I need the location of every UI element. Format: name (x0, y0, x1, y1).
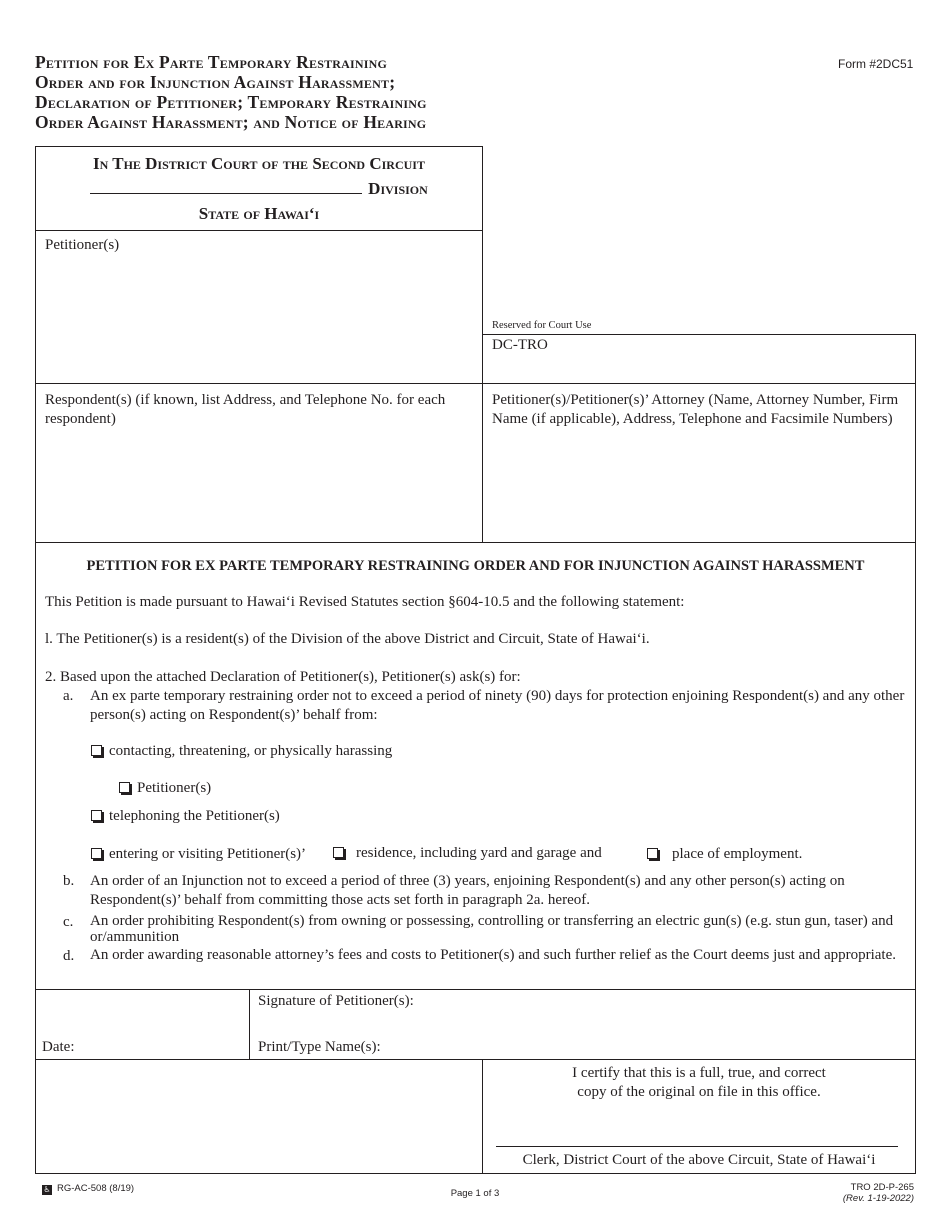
petition-section-divider (35, 542, 916, 543)
respondents-label: Respondent(s) (if known, list Address, and Telephone No. for each respondent) (45, 392, 446, 427)
checkbox-icon[interactable] (647, 848, 658, 859)
title-line: Order Against Harassment; and Notice of Hearing (35, 112, 427, 132)
attorney-label: Petitioner(s)/Petitioner(s)’ Attorney (Name, Attorney Number, Firm Name (if applicable), Address, Telephone and Facsimile Numbers) (492, 392, 899, 427)
footer-right-code: TRO 2D-P-265 (850, 1182, 914, 1193)
option-residence[interactable] (333, 844, 602, 863)
form-number: Form #2DC51 (838, 57, 914, 71)
form-bottom-border (35, 1173, 916, 1174)
item-1-residency: l. The Petitioner(s) is a resident(s) of the Division of the above District and Circuit, State of Hawai‘i. (45, 631, 650, 647)
petitioners-field[interactable] (36, 255, 482, 381)
caption-top-border (35, 146, 482, 147)
option-telephoning-label: telephoning the Petitioner(s) (109, 808, 280, 824)
option-entering[interactable] (91, 845, 306, 864)
accessibility-icon: ♿ (43, 1185, 51, 1194)
page-number: Page 1 of 3 (450, 1188, 500, 1199)
clerk-label: Clerk, District Court of the above Circuit, State of Hawai‘i (522, 1152, 876, 1168)
item-c-letter: c. (63, 914, 74, 930)
petition-heading: PETITION FOR EX PARTE TEMPORARY RESTRAINING ORDER AND FOR INJUNCTION AGAINST HARASSMENT (86, 558, 865, 574)
item-c-text: An order prohibiting Respondent(s) from owning or possessing, controlling or transferring an electric gun(s) (e.g. stun gun, taser) and or/ammunition (90, 913, 894, 945)
option-employment[interactable] (647, 845, 802, 864)
division-blank[interactable] (90, 179, 362, 194)
checkbox-icon[interactable] (333, 847, 344, 858)
footer-form-code: RG-AC-508 (8/19) (57, 1183, 135, 1194)
option-telephoning[interactable] (91, 807, 280, 826)
checkbox-icon[interactable] (91, 745, 102, 756)
petition-intro: This Petition is made pursuant to Hawai‘i Revised Statutes section §604-10.5 and the following statement: (45, 594, 685, 610)
title-line: Order and for Injunction Against Harassment; (35, 72, 396, 92)
checkbox-icon[interactable] (119, 782, 130, 793)
option-employment-label: place of employment. (672, 846, 803, 862)
print-name-label: Print/Type Name(s): (258, 1039, 381, 1055)
petitioners-label: Petitioner(s) (45, 237, 120, 253)
division-line (36, 179, 482, 199)
signature-left-border (35, 989, 36, 1174)
date-label: Date: (42, 1039, 75, 1055)
print-name-field[interactable] (390, 1030, 914, 1058)
checkbox-icon[interactable] (91, 848, 102, 859)
title-line: Petition for Ex Parte Temporary Restraining (35, 52, 388, 72)
signature-field[interactable] (420, 990, 914, 1026)
court-header-divider (35, 230, 482, 231)
option-petitioners-label: Petitioner(s) (137, 780, 212, 796)
item-d-text: An order awarding reasonable attorney’s fees and costs to Petitioner(s) and such further relief as the Court deems just and appropriate. (90, 947, 896, 963)
court-use-top-border (482, 334, 916, 335)
option-residence-label: residence, including yard and garage and (356, 845, 602, 861)
option-contacting-label: contacting, threatening, or physically harassing (109, 743, 393, 759)
footer-revision: (Rev. 1-19-2022) (842, 1193, 914, 1204)
option-contacting[interactable] (91, 742, 392, 761)
case-number-prefix: DC-TRO (492, 337, 548, 353)
caption-right-border (915, 334, 916, 989)
date-field[interactable] (80, 1030, 248, 1058)
title-line: Declaration of Petitioner; Temporary Restraining (35, 92, 427, 112)
caption-middle-border (482, 146, 483, 543)
document-title (35, 52, 505, 132)
clerk-signature-line (496, 1146, 898, 1147)
signature-label: Signature of Petitioner(s): (258, 993, 414, 1009)
certify-line-1: I certify that this is a full, true, and correct (572, 1065, 826, 1081)
item-b-text: An order of an Injunction not to exceed a period of three (3) years, enjoining Respondent(s) and any other person(s) acting on Respondent(s)’ behalf from committing those acts set forth in paragraph 2a. hereof. (90, 873, 845, 908)
item-a-text: An ex parte temporary restraining order not to exceed a period of ninety (90) days for protection enjoining Respondent(s) and any other person(s) acting on Respondent(s)’ behalf from: (90, 688, 905, 723)
item-b-letter: b. (63, 873, 75, 889)
state-line: State of Hawai‘i (198, 204, 320, 223)
signature-right-border (915, 989, 916, 1174)
checkbox-icon[interactable] (91, 810, 102, 821)
item-d-letter: d. (63, 948, 75, 964)
division-label: Division (368, 179, 428, 198)
item-a-letter: a. (63, 688, 74, 704)
court-name: In The District Court of the Second Circuit (93, 154, 425, 173)
date-divider (249, 989, 250, 1060)
certify-line-2: copy of the original on file in this office. (577, 1084, 821, 1100)
item-2-requests: 2. Based upon the attached Declaration of Petitioner(s), Petitioner(s) ask(s) for: (45, 669, 521, 685)
option-petitioners[interactable] (119, 779, 211, 798)
option-entering-label: entering or visiting Petitioner(s)’ (109, 846, 307, 862)
respondent-row-divider (35, 383, 916, 384)
reserved-label: Reserved for Court Use (492, 320, 592, 331)
signature-bottom-divider (35, 1059, 916, 1060)
